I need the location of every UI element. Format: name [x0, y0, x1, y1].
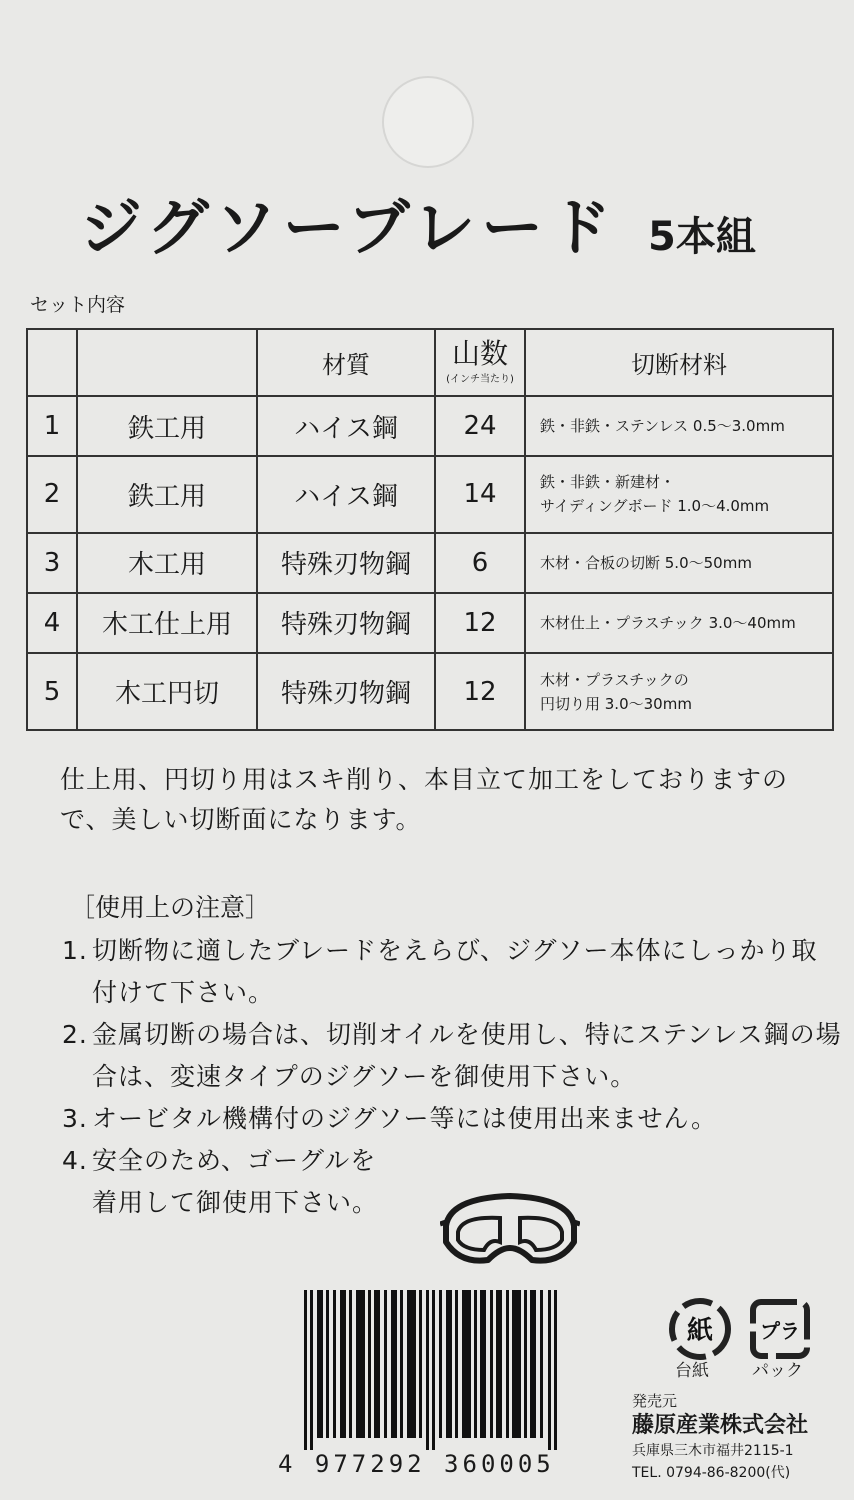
row-number: 3	[27, 533, 77, 593]
row-use: 木工円切	[77, 653, 257, 730]
caution-number: 1.	[62, 936, 88, 965]
paper-recycle-label: 台紙	[675, 1361, 709, 1381]
paper-recycle-icon	[665, 1294, 735, 1364]
hanging-hole	[382, 76, 474, 168]
row-use: 鉄工用	[77, 396, 257, 456]
row-material: ハイス鋼	[257, 396, 435, 456]
row-teeth: 24	[435, 396, 525, 456]
finish-note: 仕上用、円切り用はスキ削り、本目立て加工をしておりますので、美しい切断面になります。	[60, 765, 789, 834]
table-header-cut-material: 切断材料	[525, 329, 833, 396]
table-row	[27, 533, 833, 593]
table-header-no	[27, 329, 77, 396]
seller-label: 発売元	[632, 1392, 678, 1410]
row-cut-material: 鉄・非鉄・新建材・ サイディングボード 1.0～4.0mm	[525, 456, 833, 533]
barcode-icon	[300, 1290, 562, 1450]
caution-text: 安全のため、ゴーグルを 着用して御使用下さい。	[92, 1146, 379, 1217]
paper-mark: 紙	[686, 1316, 714, 1346]
row-use: 鉄工用	[77, 456, 257, 533]
row-cut-material: 木材仕上・プラスチック 3.0～40mm	[525, 593, 833, 653]
table-row	[27, 396, 833, 456]
row-number: 5	[27, 653, 77, 730]
caution-title: ［使用上の注意］	[70, 893, 271, 922]
row-material: 特殊刃物鋼	[257, 653, 435, 730]
caution-item	[62, 1098, 842, 1140]
product-title: ジグソーブレード	[80, 191, 618, 264]
caution-list	[62, 930, 842, 1224]
row-cut-material: 木材・プラスチックの 円切り用 3.0～30mm	[525, 653, 833, 730]
caution-item	[62, 1014, 842, 1098]
row-material: ハイス鋼	[257, 456, 435, 533]
caution-number: 2.	[62, 1020, 88, 1049]
table-header-row	[27, 329, 833, 396]
table-row	[27, 593, 833, 653]
row-material: 特殊刃物鋼	[257, 593, 435, 653]
caution-text: 切断物に適したブレードをえらび、ジグソー本体にしっかり取付けて下さい。	[92, 936, 818, 1007]
row-cut-material: 木材・合板の切断 5.0～50mm	[525, 533, 833, 593]
caution-text: オービタル機構付のジグソー等には使用出来ません。	[92, 1104, 718, 1133]
table-row	[27, 653, 833, 730]
teeth-header-sub: (インチ当たり)	[446, 374, 514, 385]
table-header-teeth	[435, 329, 525, 396]
plastic-recycle-icon	[745, 1294, 815, 1364]
caution-text: 金属切断の場合は、切削オイルを使用し、特にステンレス鋼の場合は、変速タイプのジグソーを御使用下さい。	[92, 1020, 842, 1091]
row-teeth: 12	[435, 593, 525, 653]
seller-name: 藤原産業株式会社	[632, 1413, 809, 1438]
table-header-use	[77, 329, 257, 396]
row-number: 2	[27, 456, 77, 533]
row-number: 4	[27, 593, 77, 653]
product-set-count: 5本組	[648, 214, 756, 260]
barcode-number: 4 977292 360005	[278, 1450, 555, 1478]
row-teeth: 14	[435, 456, 525, 533]
caution-number: 3.	[62, 1104, 88, 1133]
seller-address: 兵庫県三木市福井2115-1	[632, 1443, 794, 1459]
row-use: 木工仕上用	[77, 593, 257, 653]
plastic-recycle-label: パック	[752, 1361, 803, 1381]
table-row	[27, 456, 833, 533]
table-header-material: 材質	[257, 329, 435, 396]
set-contents-label: セット内容	[30, 294, 126, 316]
seller-tel: TEL. 0794-86-8200(代)	[632, 1465, 791, 1481]
spec-table	[26, 328, 834, 731]
teeth-header-label: 山数	[451, 337, 508, 370]
row-teeth: 12	[435, 653, 525, 730]
plastic-mark: プラ	[760, 1319, 800, 1343]
row-number: 1	[27, 396, 77, 456]
row-use: 木工用	[77, 533, 257, 593]
row-teeth: 6	[435, 533, 525, 593]
goggles-icon	[440, 1186, 580, 1276]
caution-item	[62, 930, 842, 1014]
row-material: 特殊刃物鋼	[257, 533, 435, 593]
caution-number: 4.	[62, 1146, 88, 1175]
row-cut-material: 鉄・非鉄・ステンレス 0.5～3.0mm	[525, 396, 833, 456]
